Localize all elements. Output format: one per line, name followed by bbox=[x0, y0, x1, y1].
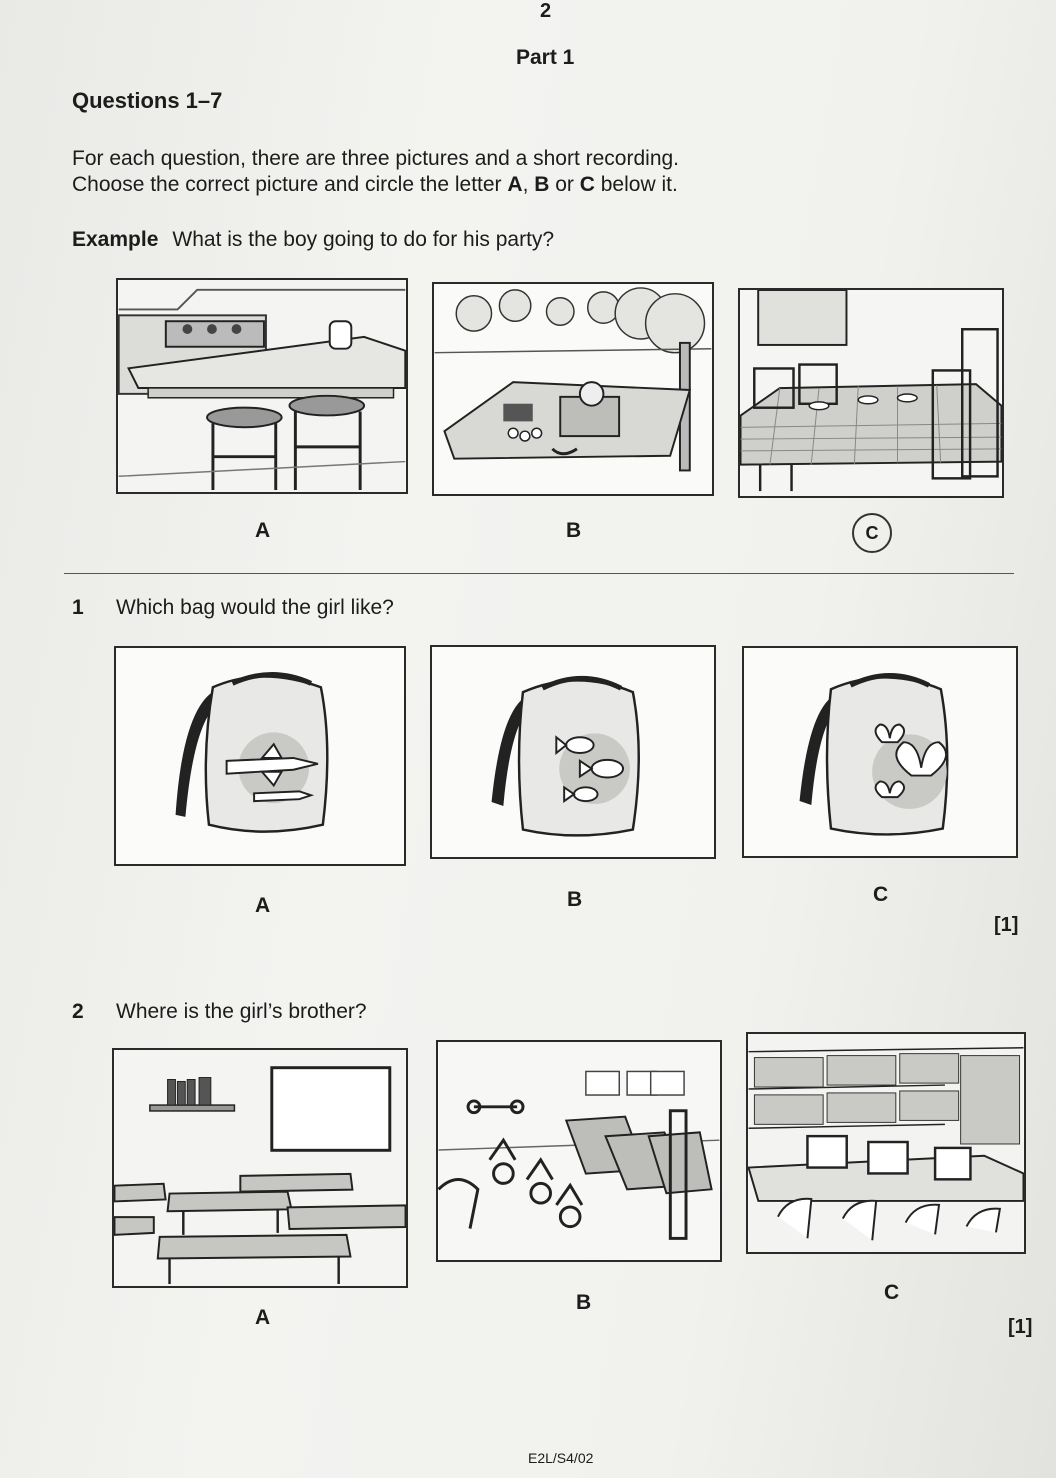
q1-picture-a-backpack-planes[interactable] bbox=[114, 646, 406, 866]
question-2-text: Where is the girl’s brother? bbox=[116, 1000, 367, 1023]
q2-option-b-label[interactable]: B bbox=[576, 1291, 592, 1314]
picnic-illustration bbox=[434, 284, 712, 494]
question-1 bbox=[72, 596, 394, 620]
q1-picture-c-backpack-butterflies[interactable] bbox=[742, 646, 1018, 858]
q2-marks: [1] bbox=[1008, 1316, 1033, 1338]
example-question bbox=[72, 228, 554, 252]
q2-picture-b-gym[interactable] bbox=[436, 1040, 722, 1262]
q1-picture-b-backpack-fish[interactable] bbox=[430, 645, 716, 859]
classroom-illustration bbox=[114, 1050, 406, 1286]
section-divider bbox=[64, 573, 1014, 574]
q1-option-c-label[interactable]: C bbox=[873, 883, 889, 906]
instruction-line-2: Choose the correct picture and circle the letter A, B or C below it. bbox=[72, 173, 678, 196]
q1-marks: [1] bbox=[994, 914, 1019, 936]
kitchen-illustration bbox=[118, 280, 406, 492]
q2-option-a-label[interactable]: A bbox=[255, 1306, 271, 1329]
q2-picture-c-library[interactable] bbox=[746, 1032, 1026, 1254]
example-picture-c-dining-table[interactable] bbox=[738, 288, 1004, 498]
example-picture-a-kitchen[interactable] bbox=[116, 278, 408, 494]
example-option-a-label: A bbox=[255, 519, 271, 542]
instructions bbox=[72, 146, 832, 198]
question-2 bbox=[72, 1000, 367, 1024]
backpack-planes-illustration bbox=[116, 648, 404, 864]
dining-table-illustration bbox=[740, 290, 1002, 496]
library-illustration bbox=[748, 1034, 1024, 1252]
q2-picture-a-classroom[interactable] bbox=[112, 1048, 408, 1288]
instruction-line-1: For each question, there are three pictures and a short recording. bbox=[72, 147, 680, 170]
question-1-number: 1 bbox=[72, 596, 84, 619]
question-1-text: Which bag would the girl like? bbox=[116, 596, 394, 619]
page-number: 2 bbox=[540, 0, 552, 22]
example-option-b-label: B bbox=[566, 519, 582, 542]
backpack-fish-illustration bbox=[432, 647, 714, 857]
backpack-butterflies-illustration bbox=[744, 648, 1016, 856]
footer-code: E2L/S4/02 bbox=[528, 1450, 594, 1466]
part-heading: Part 1 bbox=[516, 46, 575, 69]
question-2-number: 2 bbox=[72, 1000, 84, 1023]
q2-option-c-label[interactable]: C bbox=[884, 1281, 900, 1304]
example-option-c-circled: C bbox=[852, 513, 892, 553]
q1-option-b-label[interactable]: B bbox=[567, 888, 583, 911]
example-question-text: What is the boy going to do for his party? bbox=[172, 228, 555, 251]
example-label: Example bbox=[72, 228, 159, 251]
gym-illustration bbox=[438, 1042, 720, 1260]
example-picture-b-picnic[interactable] bbox=[432, 282, 714, 496]
q1-option-a-label[interactable]: A bbox=[255, 894, 271, 917]
questions-range-heading: Questions 1–7 bbox=[72, 88, 223, 113]
